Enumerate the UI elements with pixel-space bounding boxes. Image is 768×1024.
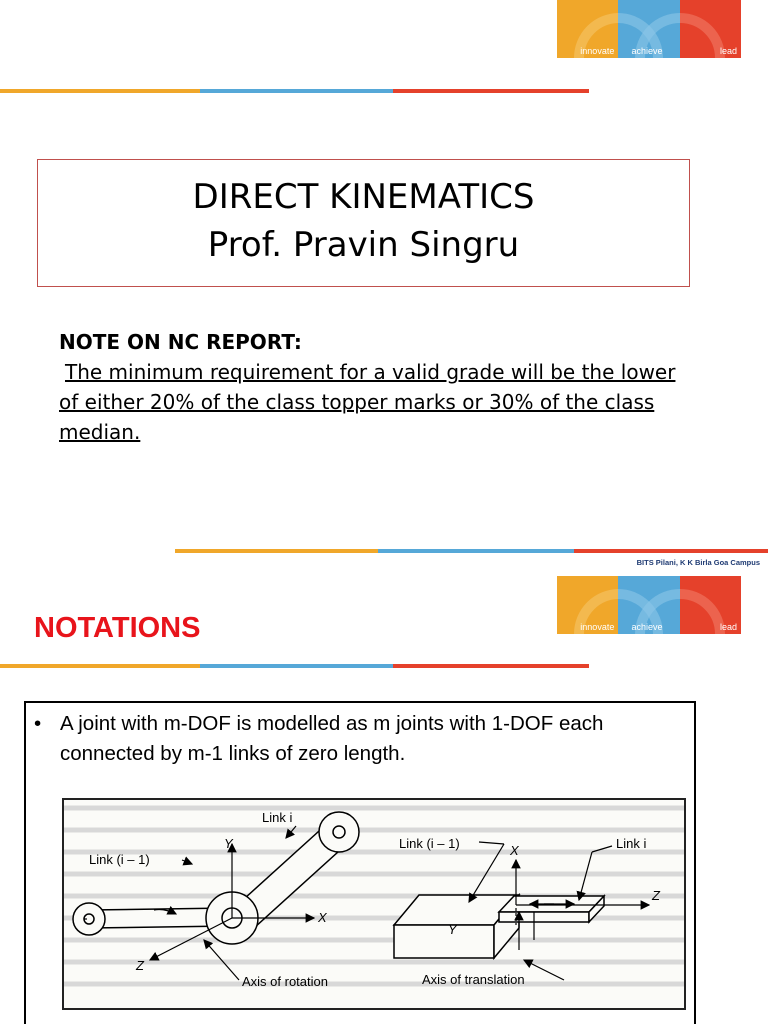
- content-box: [24, 701, 696, 1024]
- footer-divider: [175, 549, 768, 553]
- brand-label-achieve: achieve: [631, 46, 663, 56]
- brand-segment-lead: [680, 0, 741, 58]
- bullet-item: [34, 709, 694, 769]
- joint-figure: [62, 798, 686, 1010]
- brand-segment-achieve: [618, 0, 679, 58]
- slider-front: [499, 912, 589, 922]
- brand-label-innovate: innovate: [580, 46, 615, 56]
- label-z-axis-prismatic: Z: [652, 888, 660, 903]
- note-body: The minimum requirement for a valid grade will be the lower of either 20% of the class topper marks or 30% of the class median.: [59, 360, 676, 444]
- link-i-hole: [333, 826, 345, 838]
- slide-notations: [0, 567, 768, 1024]
- nc-report-note: [59, 327, 699, 447]
- brand-segment-innovate: [557, 576, 618, 634]
- brand-label-lead: lead: [719, 46, 737, 56]
- page-title: DIRECT KINEMATICS: [192, 177, 535, 217]
- header-divider: [0, 664, 589, 668]
- label-axis-translation: Axis of translation: [422, 972, 525, 987]
- label-y-axis: Y: [224, 836, 233, 851]
- section-heading: NOTATIONS: [34, 612, 201, 644]
- title-box: [37, 159, 690, 287]
- brand-segment-lead: [680, 576, 741, 634]
- label-y-axis-prismatic: Y: [448, 922, 457, 937]
- brand-banner: [557, 576, 741, 634]
- brand-label-innovate: innovate: [580, 622, 615, 632]
- label-link-i: Link i: [262, 810, 293, 825]
- brand-banner: [557, 0, 741, 58]
- presenter-name: Prof. Pravin Singru: [207, 225, 520, 265]
- label-link-i-prismatic: Link i: [616, 836, 647, 851]
- brand-segment-achieve: [618, 576, 679, 634]
- base-block-front: [394, 925, 494, 958]
- brand-label-achieve: achieve: [631, 622, 663, 632]
- bullet-text: A joint with m-DOF is modelled as m joints with 1-DOF each connected by m-1 links of zero length.: [60, 712, 604, 765]
- label-x-axis: X: [318, 910, 327, 925]
- label-z-axis: Z: [136, 958, 144, 973]
- brand-segment-innovate: [557, 0, 618, 58]
- bullet-dot: •: [34, 712, 42, 735]
- brand-label-lead: lead: [719, 622, 737, 632]
- label-link-prev: Link (i – 1): [89, 852, 150, 867]
- note-heading: NOTE ON NC REPORT:: [59, 330, 302, 354]
- header-divider: [0, 89, 589, 93]
- label-x-axis-prismatic: X: [510, 843, 519, 858]
- joint-diagram: [64, 800, 684, 1008]
- campus-label: BITS Pilani, K K Birla Goa Campus: [636, 558, 760, 567]
- label-link-prev-prismatic: Link (i – 1): [399, 836, 460, 851]
- label-axis-rotation: Axis of rotation: [242, 974, 328, 989]
